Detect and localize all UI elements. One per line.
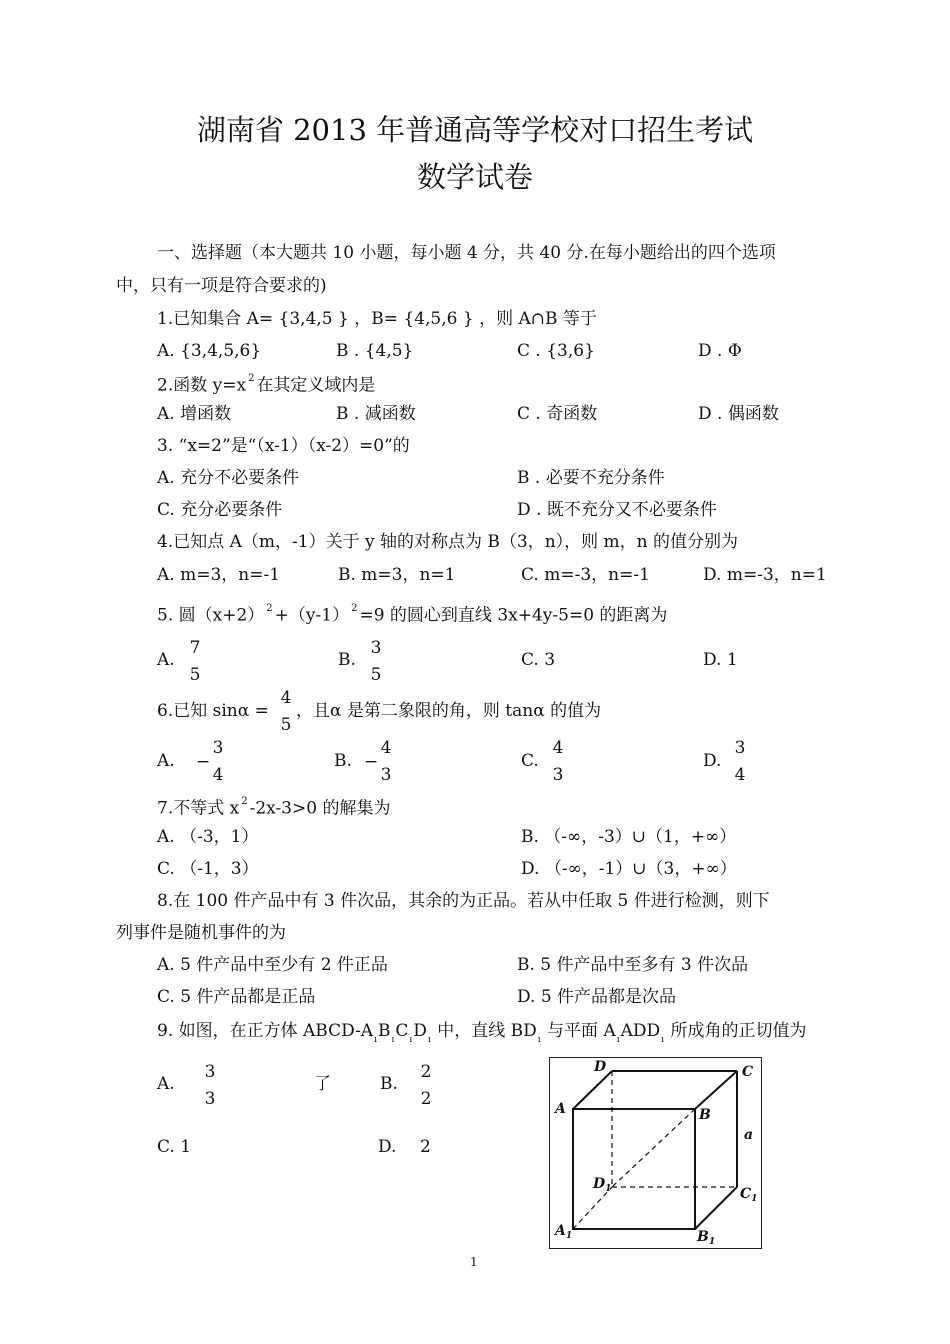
q9-stem: 9. 如图，在正方体 ABCD-$A_ıB_ıC_ıD_ı$ 中，直线 $BD_ı$ 与平面 $A_ıADD_ı$ 所成角的正切值为 bbox=[157, 1021, 807, 1045]
q4-stem: 4.已知点 A（m，-1）关于 y 轴的对称点为 B（3，n），则 m，n 的值分别为 bbox=[157, 532, 739, 552]
q6-stem-end: ，且α 是第二象限的角，则 tanα 的值为 bbox=[296, 701, 602, 721]
q7-option-a: A. （-3，1） bbox=[157, 827, 259, 847]
q3-option-a: A. 充分不必要条件 bbox=[157, 468, 300, 488]
q9-option-c: C. 1 bbox=[157, 1137, 192, 1157]
q5-option-a-numerator: 7 bbox=[189, 638, 201, 658]
cube-figure bbox=[549, 1057, 762, 1249]
q8-stem-cont: 列事件是随机事件的为 bbox=[116, 923, 286, 943]
q6-option-a-numerator: 3 bbox=[212, 738, 224, 758]
q6-sin-numerator: 4 bbox=[280, 688, 292, 708]
q3-option-c: C. 充分必要条件 bbox=[157, 500, 283, 520]
q3-stem: 3. “x=2”是“（x-1）（x-2）=0”的 bbox=[157, 436, 410, 456]
q4-option-d: D. m=-3，n=1 bbox=[703, 565, 827, 585]
q5-option-c: C. 3 bbox=[521, 650, 556, 670]
q7-option-b: B. （-∞，-3）∪（1，+∞） bbox=[521, 827, 737, 847]
q4-option-a: A. m=3，n=-1 bbox=[157, 565, 281, 585]
q6-option-a-sign: − bbox=[196, 752, 211, 772]
q6-option-d-denominator: 4 bbox=[734, 765, 746, 785]
q1-stem: 1.已知集合 A= {3,4,5 } ，B= {4,5,6 } ，则 A∩B 等于 bbox=[157, 309, 597, 329]
q9-option-a-numerator: 3 bbox=[204, 1062, 216, 1082]
q9-option-d-label: D. bbox=[378, 1137, 397, 1157]
q1-option-b: B . {4,5} bbox=[336, 341, 414, 361]
q6-option-d-label: D. bbox=[703, 751, 722, 771]
q8-stem: 8.在 100 件产品中有 3 件次品，其余的为正品。若从中任取 5 件进行检测，则下 bbox=[157, 891, 770, 911]
q6-option-c-label: C. bbox=[521, 751, 539, 771]
q4-option-c: C. m=-3，n=-1 bbox=[521, 565, 650, 585]
q8-option-b: B. 5 件产品中至多有 3 件次品 bbox=[517, 955, 749, 975]
q1-option-d: D . Φ bbox=[698, 341, 742, 361]
edge-label-a: a bbox=[744, 1127, 754, 1143]
q6-option-c-numerator: 4 bbox=[552, 738, 564, 758]
vertex-label-a: A bbox=[555, 1101, 566, 1117]
q7-option-c: C. （-1，3） bbox=[157, 859, 259, 879]
q6-option-b-label: B. bbox=[334, 751, 352, 771]
q9-option-b-numerator: 2 bbox=[420, 1062, 432, 1082]
q6-option-b-sign: − bbox=[364, 752, 379, 772]
q4-option-b: B. m=3，n=1 bbox=[338, 565, 456, 585]
q2-option-b: B . 减函数 bbox=[336, 404, 416, 424]
q7-option-d: D. （-∞，-1）∪（3，+∞） bbox=[521, 859, 737, 879]
vertex-label-d1: $D_1$ bbox=[593, 1176, 612, 1194]
vertex-label-c1: $C_1$ bbox=[740, 1186, 758, 1204]
q2-option-d: D . 偶函数 bbox=[698, 404, 779, 424]
q2-option-a: A. 增函数 bbox=[157, 404, 232, 424]
q1-option-a: A. {3,4,5,6} bbox=[157, 341, 262, 361]
q6-option-d-numerator: 3 bbox=[734, 738, 746, 758]
q7-stem: 7.不等式 x $^2$ -2x-3>0 的解集为 bbox=[157, 796, 391, 819]
q5-option-b-numerator: 3 bbox=[370, 638, 382, 658]
q6-option-a-denominator: 4 bbox=[212, 765, 224, 785]
q3-option-b: B . 必要不充分条件 bbox=[517, 468, 665, 488]
q6-stem-start: 6.已知 sinα = bbox=[157, 701, 269, 721]
q6-option-b-numerator: 4 bbox=[380, 738, 392, 758]
page-title: 湖南省 2013 年普通高等学校对口招生考试 bbox=[196, 113, 754, 147]
q5-option-b-denominator: 5 bbox=[370, 665, 382, 685]
q6-option-b-denominator: 3 bbox=[380, 765, 392, 785]
q2-stem: 2.函数 y=x $^2$ 在其定义域内是 bbox=[157, 373, 376, 396]
q2-option-c: C . 奇函数 bbox=[517, 404, 598, 424]
q6-option-c-denominator: 3 bbox=[552, 765, 564, 785]
q3-option-d: D . 既不充分又不必要条件 bbox=[517, 500, 717, 520]
q8-option-c: C. 5 件产品都是正品 bbox=[157, 987, 316, 1007]
section-heading: 一、选择题（本大题共 10 小题，每小题 4 分，共 40 分.在每小题给出的四个选项 bbox=[157, 243, 776, 263]
vertex-label-c: C bbox=[742, 1064, 754, 1080]
q5-option-a-denominator: 5 bbox=[189, 665, 201, 685]
page-subtitle: 数学试卷 bbox=[416, 160, 533, 194]
section-heading-cont: 中，只有一项是符合要求的) bbox=[116, 276, 327, 296]
q6-sin-denominator: 5 bbox=[280, 715, 292, 735]
q9-option-d-value: 2 bbox=[420, 1137, 431, 1157]
page-number: 1 bbox=[470, 1255, 478, 1269]
q1-option-c: C . {3,6} bbox=[517, 341, 595, 361]
vertex-label-a1: $A_1$ bbox=[555, 1223, 573, 1241]
q5-option-b-label: B. bbox=[338, 650, 356, 670]
q5-option-d: D. 1 bbox=[703, 650, 738, 670]
q9-option-b-denominator: 2 bbox=[420, 1089, 432, 1109]
q9-option-a-label: A. bbox=[157, 1074, 175, 1094]
q9-option-a-denominator: 3 bbox=[204, 1089, 216, 1109]
q6-option-a-label: A. bbox=[157, 751, 175, 771]
vertex-label-b: B bbox=[699, 1107, 711, 1123]
vertex-label-b1: $B_1$ bbox=[697, 1229, 716, 1247]
q9-stray-mark: 了 bbox=[314, 1074, 331, 1094]
vertex-label-d: D bbox=[594, 1059, 607, 1075]
q5-option-a-label: A. bbox=[157, 650, 175, 670]
q9-option-b-label: B. bbox=[380, 1074, 398, 1094]
q5-stem: 5. 圆（x+2） $^2$ +（y-1） $^2$ =9 的圆心到直线 3x+4y-5=0 的距离为 bbox=[157, 603, 668, 626]
q8-option-a: A. 5 件产品中至少有 2 件正品 bbox=[157, 955, 388, 975]
q8-option-d: D. 5 件产品都是次品 bbox=[517, 987, 677, 1007]
